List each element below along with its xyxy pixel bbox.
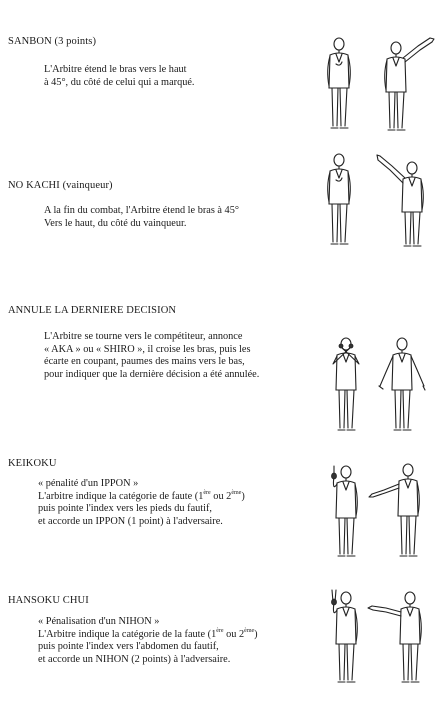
referee-pointing-abdomen-icon — [366, 586, 432, 686]
referee-arm-raised-45-icon — [372, 36, 436, 132]
description-line: écarte en coupant, paumes des mains vers le bas, — [44, 356, 245, 368]
section-description — [44, 205, 309, 230]
description-line: puis pointe l'index vers l'abdomen du fautif, — [38, 641, 219, 653]
description-line: pour indiquer que la dernière décision a été annulée. — [44, 368, 260, 380]
ordinal-sup: ème — [231, 489, 242, 496]
description-line: L'Arbitre étend le bras vers le haut — [44, 64, 187, 75]
line-text: L'arbitre indique la catégorie de faute (1 — [38, 490, 204, 502]
referee-hand-raised-two-fingers-icon — [326, 586, 362, 686]
line-text: ou 2 — [210, 490, 232, 502]
description-line: « Pénalisation d'un NIHON » — [38, 616, 160, 627]
section-heading: ANNULE LA DERNIERE DECISION — [8, 305, 177, 316]
description-line — [38, 629, 303, 642]
referee-standing-icon — [322, 36, 356, 132]
referee-standing-icon — [322, 152, 356, 248]
section-heading: NO KACHI (vainqueur) — [8, 180, 113, 191]
section-heading: HANSOKU CHUI — [8, 595, 89, 606]
description-line — [38, 491, 303, 504]
line-text: ) — [254, 628, 258, 640]
referee-arm-raised-45-icon — [376, 150, 438, 248]
section-heading: SANBON (3 points) — [8, 36, 97, 47]
description-line: « pénalité d'un IPPON » — [38, 478, 139, 489]
description-line: et accorde un NIHON (2 points) à l'adversaire. — [38, 653, 231, 665]
description-line: A la fin du combat, l'Arbitre étend le bras à 45° — [44, 205, 239, 216]
section-description — [38, 616, 303, 666]
section-description — [44, 331, 309, 381]
referee-pointing-feet-icon — [368, 460, 430, 560]
referee-arms-spread-down-icon — [378, 334, 426, 434]
line-text: ) — [241, 490, 245, 502]
description-line: et accorde un IPPON (1 point) à l'adversaire. — [38, 515, 223, 527]
section-description — [44, 64, 309, 89]
ordinal-sup: ème — [244, 627, 255, 634]
section-description — [38, 478, 303, 528]
ordinal-sup: ère — [216, 627, 224, 634]
ordinal-sup: ère — [203, 489, 211, 496]
line-text: L'Arbitre indique la catégorie de la faute (1 — [38, 628, 217, 640]
section-heading: KEIKOKU — [8, 458, 57, 469]
description-line: puis pointe l'index vers les pieds du fautif, — [38, 503, 213, 515]
line-text: ou 2 — [223, 628, 245, 640]
referee-arms-crossed-icon — [328, 336, 364, 434]
description-line: « AKA » ou « SHIRO », il croise les bras, puis les — [44, 343, 251, 355]
description-line: Vers le haut, du côté du vainqueur. — [44, 217, 187, 229]
description-line: L'Arbitre se tourne vers le compétiteur, annonce — [44, 331, 243, 342]
referee-hand-raised-one-finger-icon — [326, 462, 362, 560]
description-line: à 45°, du côté de celui qui a marqué. — [44, 76, 195, 88]
